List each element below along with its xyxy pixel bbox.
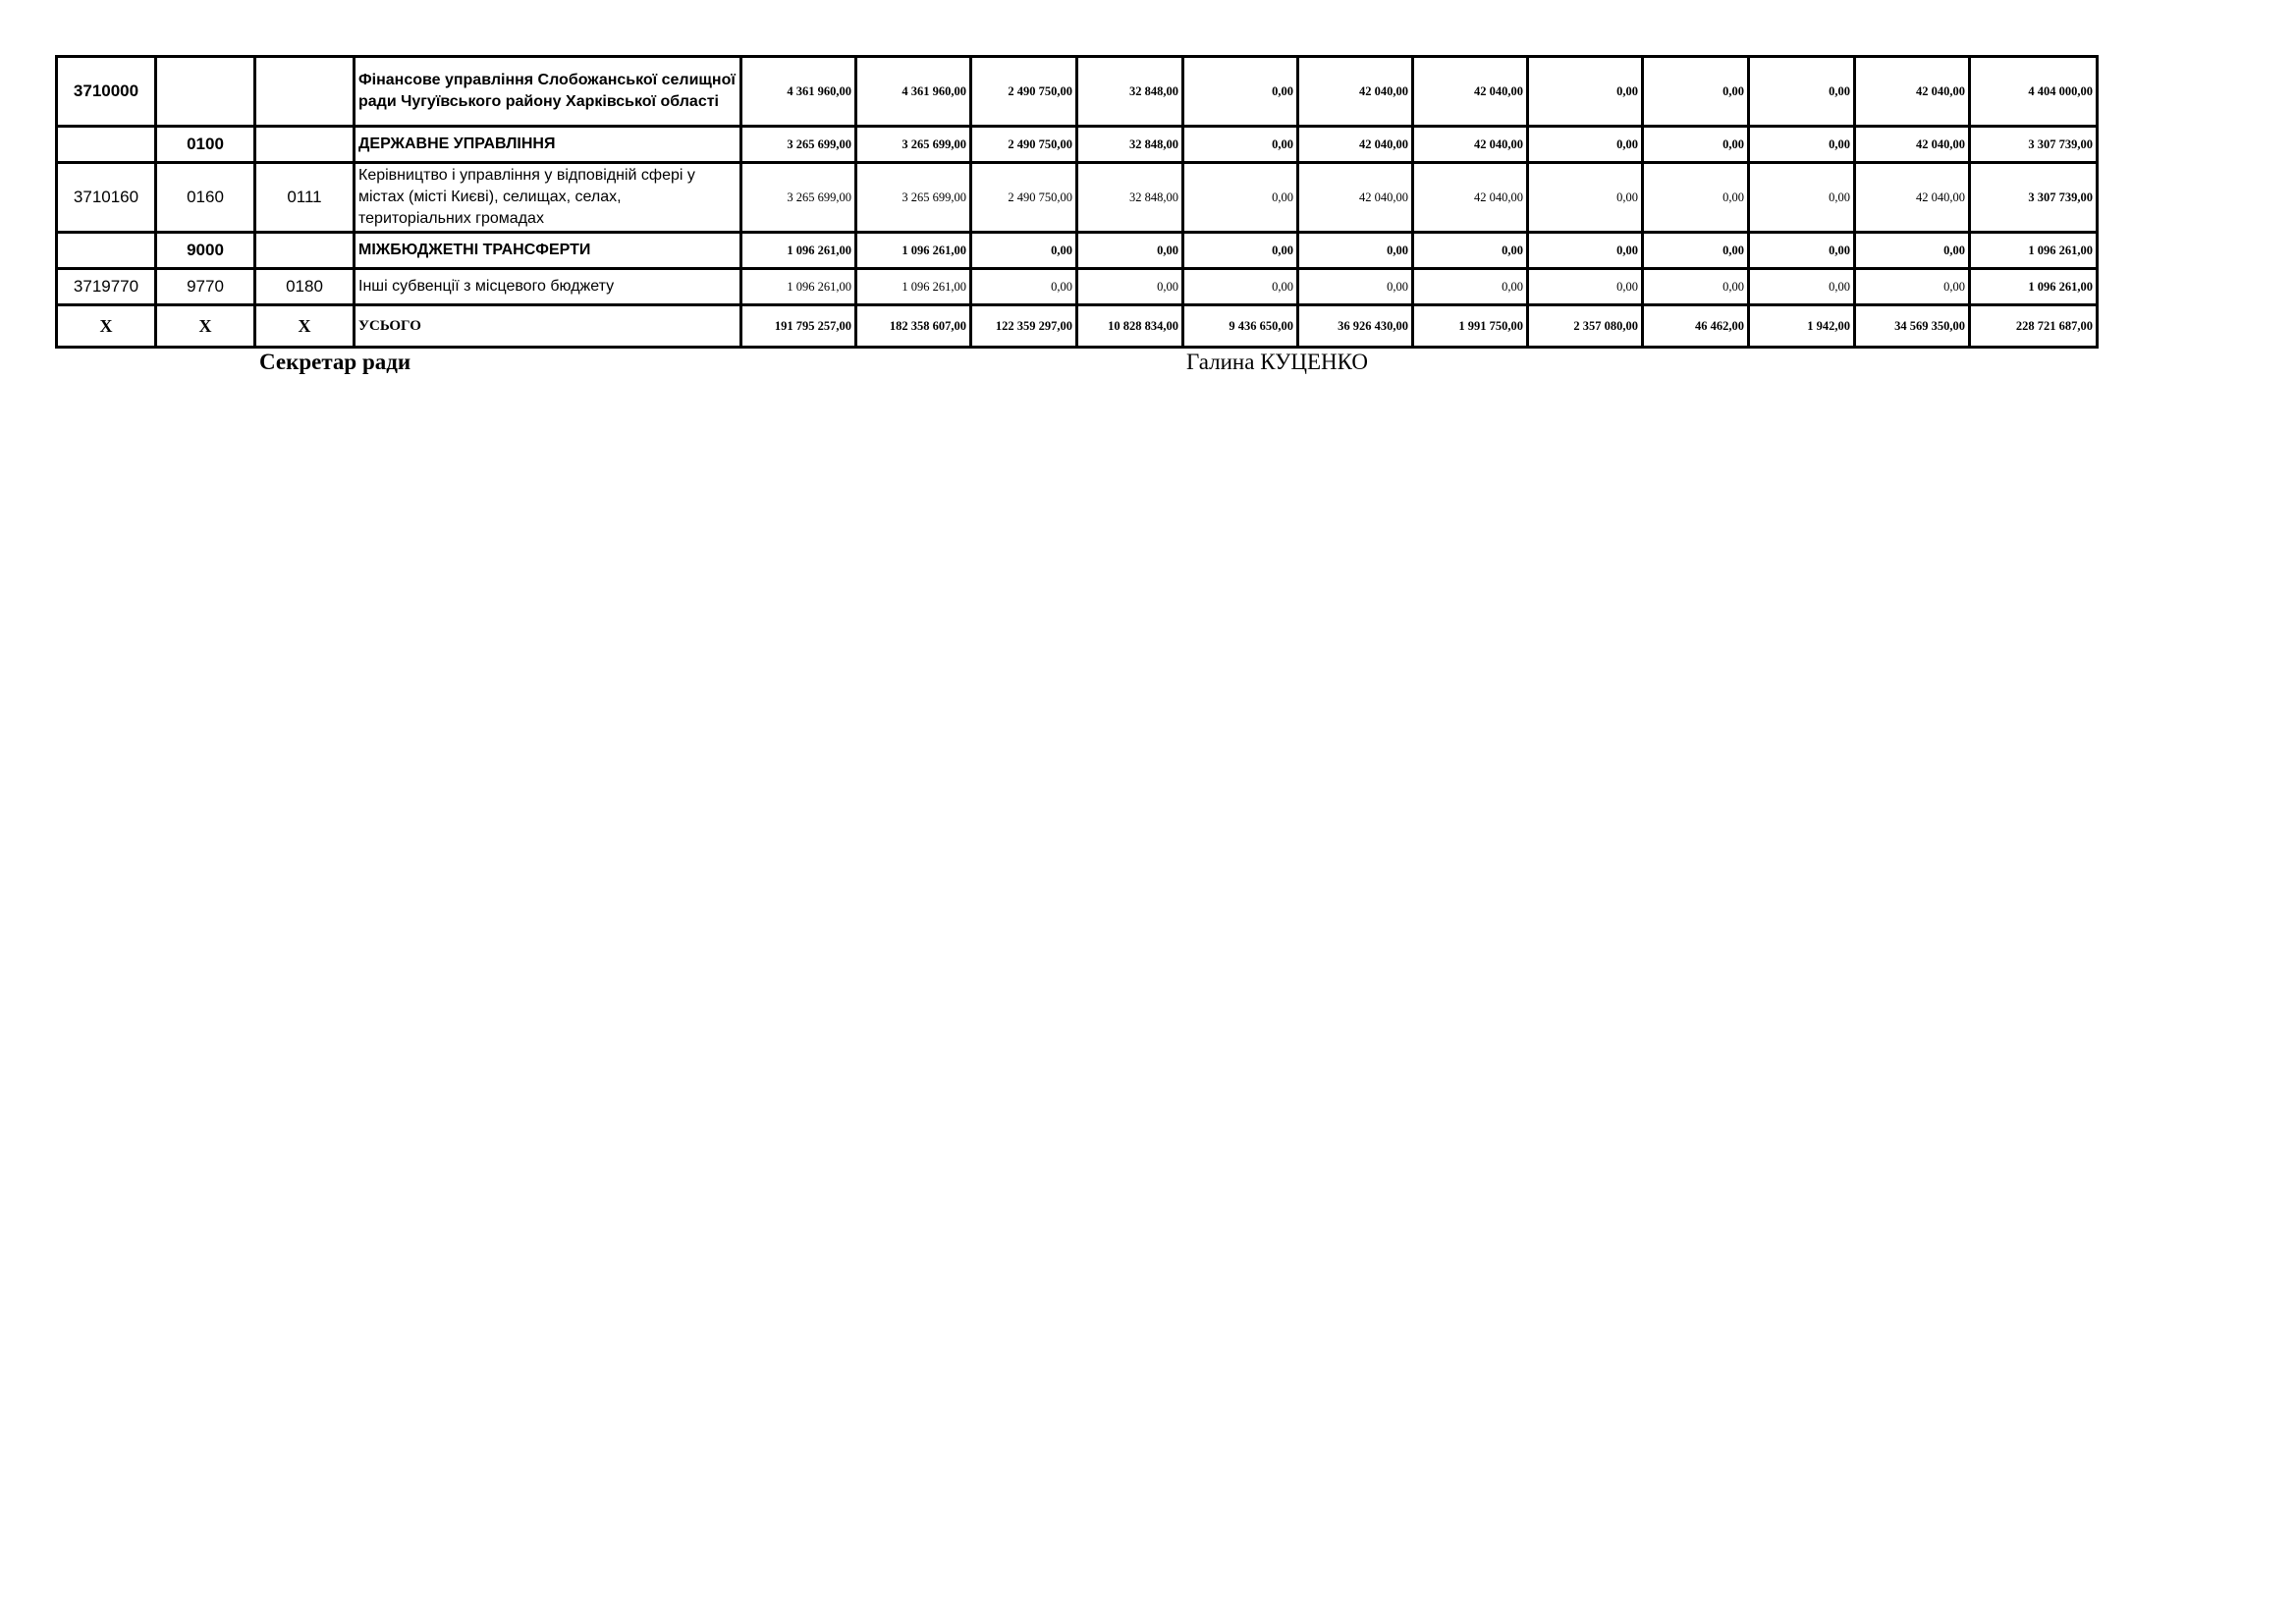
value-cell: 3 265 699,00 — [741, 163, 856, 233]
value-cell: 0,00 — [1528, 163, 1643, 233]
function-code — [255, 233, 355, 269]
value-cell: 2 490 750,00 — [971, 127, 1077, 163]
table-row-other-subventions — [57, 269, 2098, 305]
program-code: 9000 — [156, 233, 255, 269]
kpkvk-code: 3710160 — [57, 163, 156, 233]
row-name: Інші субвенції з місцевого бюджету — [355, 269, 741, 305]
value-cell: 2 490 750,00 — [971, 163, 1077, 233]
value-cell: 0,00 — [971, 233, 1077, 269]
row-name: МІЖБЮДЖЕТНІ ТРАНСФЕРТИ — [355, 233, 741, 269]
table-row-interbudget-transfers — [57, 233, 2098, 269]
value-cell: 228 721 687,00 — [1970, 305, 2098, 348]
value-cell: 0,00 — [1528, 269, 1643, 305]
table-row-finance-department — [57, 57, 2098, 127]
value-cell: 3 307 739,00 — [1970, 127, 2098, 163]
value-cell: 46 462,00 — [1643, 305, 1749, 348]
table-row-state-administration — [57, 127, 2098, 163]
value-cell: 0,00 — [1643, 233, 1749, 269]
value-cell: 42 040,00 — [1855, 57, 1970, 127]
table-row-management — [57, 163, 2098, 233]
value-cell: 0,00 — [1183, 57, 1298, 127]
value-cell: 42 040,00 — [1298, 127, 1413, 163]
function-code: 0111 — [255, 163, 355, 233]
table-row-total — [57, 305, 2098, 348]
value-cell: 0,00 — [1183, 127, 1298, 163]
value-cell: 32 848,00 — [1077, 127, 1183, 163]
function-code: Х — [255, 305, 355, 348]
value-cell: 2 490 750,00 — [971, 57, 1077, 127]
budget-table — [55, 55, 2099, 349]
value-cell: 42 040,00 — [1298, 163, 1413, 233]
value-cell: 0,00 — [1643, 57, 1749, 127]
kpkvk-code: 3719770 — [57, 269, 156, 305]
value-cell: 42 040,00 — [1413, 57, 1528, 127]
value-cell: 0,00 — [1413, 269, 1528, 305]
value-cell: 0,00 — [1749, 233, 1855, 269]
signatory-name: Галина КУЦЕНКО — [1186, 350, 1368, 374]
value-cell: 42 040,00 — [1855, 127, 1970, 163]
function-code — [255, 57, 355, 127]
value-cell: 32 848,00 — [1077, 163, 1183, 233]
value-cell: 0,00 — [1749, 269, 1855, 305]
program-code: 9770 — [156, 269, 255, 305]
value-cell: 182 358 607,00 — [856, 305, 971, 348]
value-cell: 3 307 739,00 — [1970, 163, 2098, 233]
value-cell: 0,00 — [1855, 233, 1970, 269]
value-cell: 42 040,00 — [1855, 163, 1970, 233]
value-cell: 122 359 297,00 — [971, 305, 1077, 348]
value-cell: 0,00 — [1643, 127, 1749, 163]
value-cell: 191 795 257,00 — [741, 305, 856, 348]
signatory-title: Секретар ради — [259, 350, 411, 374]
program-code — [156, 57, 255, 127]
value-cell: 0,00 — [1528, 57, 1643, 127]
value-cell: 1 942,00 — [1749, 305, 1855, 348]
value-cell: 4 361 960,00 — [856, 57, 971, 127]
value-cell: 9 436 650,00 — [1183, 305, 1298, 348]
program-code: 0160 — [156, 163, 255, 233]
value-cell: 3 265 699,00 — [856, 163, 971, 233]
row-name: ДЕРЖАВНЕ УПРАВЛІННЯ — [355, 127, 741, 163]
value-cell: 0,00 — [1298, 233, 1413, 269]
value-cell: 32 848,00 — [1077, 57, 1183, 127]
value-cell: 1 096 261,00 — [1970, 233, 2098, 269]
value-cell: 0,00 — [1749, 127, 1855, 163]
value-cell: 0,00 — [1855, 269, 1970, 305]
value-cell: 34 569 350,00 — [1855, 305, 1970, 348]
value-cell: 1 096 261,00 — [856, 233, 971, 269]
value-cell: 4 361 960,00 — [741, 57, 856, 127]
value-cell: 42 040,00 — [1413, 127, 1528, 163]
value-cell: 0,00 — [1528, 127, 1643, 163]
kpkvk-code: 3710000 — [57, 57, 156, 127]
kpkvk-code: Х — [57, 305, 156, 348]
row-name: Фінансове управління Слобожанської селищної ради Чугуївського району Харківської області — [355, 57, 741, 127]
value-cell: 0,00 — [1183, 163, 1298, 233]
value-cell: 4 404 000,00 — [1970, 57, 2098, 127]
value-cell: 0,00 — [1077, 269, 1183, 305]
value-cell: 42 040,00 — [1413, 163, 1528, 233]
value-cell: 1 096 261,00 — [856, 269, 971, 305]
program-code: Х — [156, 305, 255, 348]
value-cell: 0,00 — [1528, 233, 1643, 269]
value-cell: 0,00 — [1413, 233, 1528, 269]
kpkvk-code — [57, 233, 156, 269]
value-cell: 10 828 834,00 — [1077, 305, 1183, 348]
value-cell: 0,00 — [1183, 233, 1298, 269]
kpkvk-code — [57, 127, 156, 163]
value-cell: 0,00 — [1077, 233, 1183, 269]
value-cell: 36 926 430,00 — [1298, 305, 1413, 348]
value-cell: 3 265 699,00 — [856, 127, 971, 163]
value-cell: 0,00 — [1298, 269, 1413, 305]
value-cell: 0,00 — [1643, 269, 1749, 305]
value-cell: 42 040,00 — [1298, 57, 1413, 127]
function-code — [255, 127, 355, 163]
value-cell: 1 991 750,00 — [1413, 305, 1528, 348]
value-cell: 1 096 261,00 — [741, 233, 856, 269]
function-code: 0180 — [255, 269, 355, 305]
value-cell: 0,00 — [1749, 163, 1855, 233]
value-cell: 0,00 — [1183, 269, 1298, 305]
value-cell: 2 357 080,00 — [1528, 305, 1643, 348]
value-cell: 1 096 261,00 — [741, 269, 856, 305]
value-cell: 3 265 699,00 — [741, 127, 856, 163]
value-cell: 0,00 — [1749, 57, 1855, 127]
program-code: 0100 — [156, 127, 255, 163]
row-name: УСЬОГО — [355, 305, 741, 348]
row-name: Керівництво і управління у відповідній сфері у містах (місті Києві), селищах, селах, територіальних громадах — [355, 163, 741, 233]
value-cell: 0,00 — [1643, 163, 1749, 233]
value-cell: 0,00 — [971, 269, 1077, 305]
value-cell: 1 096 261,00 — [1970, 269, 2098, 305]
